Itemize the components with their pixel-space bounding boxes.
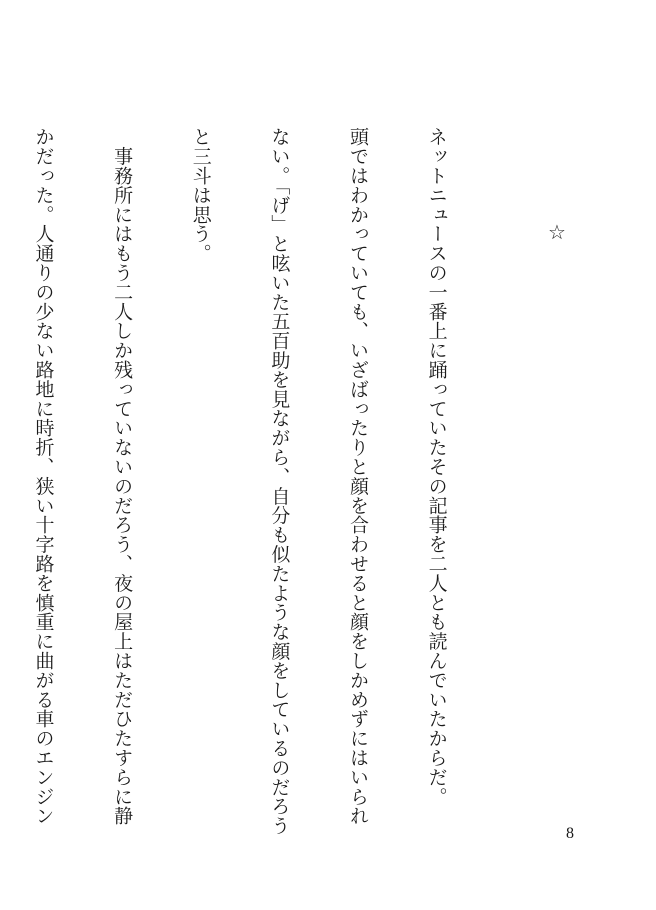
text-column-2: 頭ではわかっていても、いざばったりと顔を合わせると顔をしかめずにはいられ — [346, 127, 369, 826]
text-column-6: かだった。人通りの少ない路地に時折、狭い十字路を慎重に曲がる車のエンジン — [32, 127, 55, 826]
text-column-4: と三斗は思う。 — [189, 127, 212, 263]
page-number: 8 — [566, 825, 574, 842]
text-column-1: ネットニュースの一番上に踊っていたその記事を二人とも読んでいたからだ。 — [425, 127, 448, 806]
text-column-3: ない。「げ」と呟いた五百助を見ながら、自分も似たような顔をしているのだろう — [268, 127, 291, 836]
star-ornament: ☆ — [548, 220, 566, 244]
text-column-5: 事務所にはもう二人しか残っていないのだろう、夜の屋上はただひたすらに静 — [111, 127, 134, 826]
vertical-body-text — [0, 127, 502, 836]
